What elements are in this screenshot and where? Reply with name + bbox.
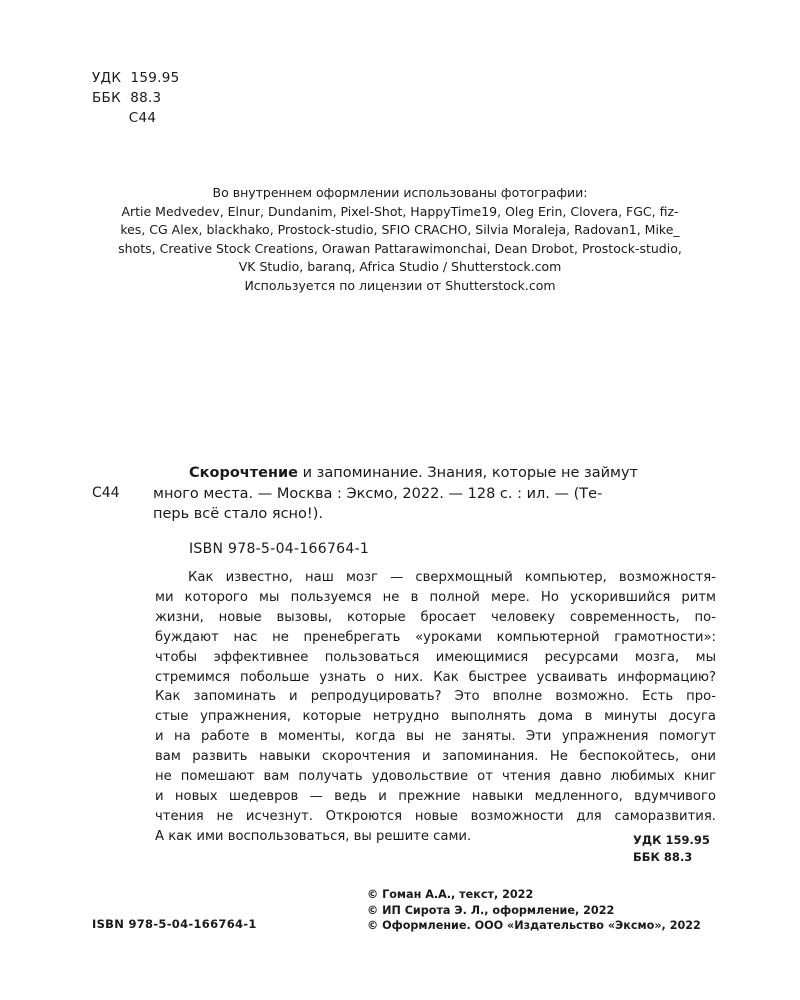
abstract-line: чтения не исчезнут. Откроются новые возможности для саморазвития. xyxy=(155,808,716,824)
biblio-line-3: перь всё стало ясно!). xyxy=(153,506,323,522)
copyright-line: © Оформление. ООО «Издательство «Эксмо», 2022 xyxy=(367,919,701,932)
credits-line: Artie Medvedev, Elnur, Dundanim, Pixel-Shot, HappyTime19, Oleg Erin, Clovera, FGC, fiz- xyxy=(121,203,679,219)
bbk-code-bottom: ББК 88.3 xyxy=(633,850,693,864)
copyright-line: © Гоман А.А., текст, 2022 xyxy=(367,888,534,901)
credits-line: Используется по лицензии от Shutterstock.com xyxy=(244,277,556,293)
photo-credits xyxy=(80,184,720,295)
book-title: Скорочтение xyxy=(189,465,298,481)
udk-code-bottom: УДК 159.95 xyxy=(633,833,710,847)
isbn-main: ISBN 978-5-04-166764-1 xyxy=(189,541,370,557)
abstract-line: А как ими воспользоваться, вы решите сами. xyxy=(155,828,472,844)
abstract-line: и новых шедевров — ведь и прежние навыки медленного, вдумчивого xyxy=(155,788,716,804)
abstract-line: ми которого мы пользуемся не в полной мере. Но ускорившийся ритм xyxy=(155,589,716,605)
abstract-line: вам развить навыки скорочтения и запоминания. Не беспокойтесь, они xyxy=(155,749,716,765)
author-sign: С44 xyxy=(92,110,157,126)
abstract-line: стые упражнения, которые нетрудно выполнять дома в минуты досуга xyxy=(155,709,716,725)
abstract-line: стремимся побольше узнать о них. Как быстрее усваивать информацию? xyxy=(155,669,716,685)
abstract-line: чтобы эффективнее пользоваться имеющимися ресурсами мозга, мы xyxy=(155,649,716,665)
abstract-line: жизни, новые вызовы, которые бросает человеку современность, по- xyxy=(155,609,716,625)
abstract-line: и на работе в моменты, когда вы не заняты. Эти упражнения помогут xyxy=(155,729,716,745)
credits-line: shots, Creative Stock Creations, Orawan Pattarawimonchai, Dean Drobot, Prostock-studio, xyxy=(118,240,682,256)
classification-block-top xyxy=(92,68,179,128)
biblio-line-1 xyxy=(153,463,716,484)
biblio-title-rest: и запоминание. Знания, которые не займут xyxy=(298,465,638,481)
abstract-line: Как известно, наш мозг — сверхмощный компьютер, возможностя- xyxy=(188,570,716,585)
credits-line: VK Studio, baranq, Africa Studio / Shutterstock.com xyxy=(238,259,562,274)
copyright-line: © ИП Сирота Э. Л., оформление, 2022 xyxy=(367,903,615,917)
bibliographic-description xyxy=(153,463,716,525)
isbn-bottom: ISBN 978-5-04-166764-1 xyxy=(92,917,257,931)
abstract-line: не помешают вам получать удовольствие от чтения давно любимых книг xyxy=(155,769,716,785)
credits-line: Во внутреннем оформлении использованы фотографии: xyxy=(212,185,588,200)
udk-code: УДК 159.95 xyxy=(92,70,180,86)
abstract-line: буждают нас не пренебрегать «уроками компьютерной грамотности»: xyxy=(155,629,716,645)
credits-line: kes, CG Alex, blackhako, Prostock-studio, SFIO CRACHO, Silvia Moraleja, Radovan1, Mike_ xyxy=(120,222,680,237)
biblio-line-2: много места. — Москва : Эксмо, 2022. — 128 с. : ил. — (Те- xyxy=(153,485,603,502)
abstract xyxy=(155,568,716,847)
copyright-block xyxy=(367,887,701,934)
bbk-code: ББК 88.3 xyxy=(92,90,162,106)
abstract-line: Как запоминать и репродуцировать? Это вполне возможно. Есть про- xyxy=(155,689,716,705)
author-sign-left: С44 xyxy=(92,485,120,501)
classification-block-bottom xyxy=(633,832,710,866)
